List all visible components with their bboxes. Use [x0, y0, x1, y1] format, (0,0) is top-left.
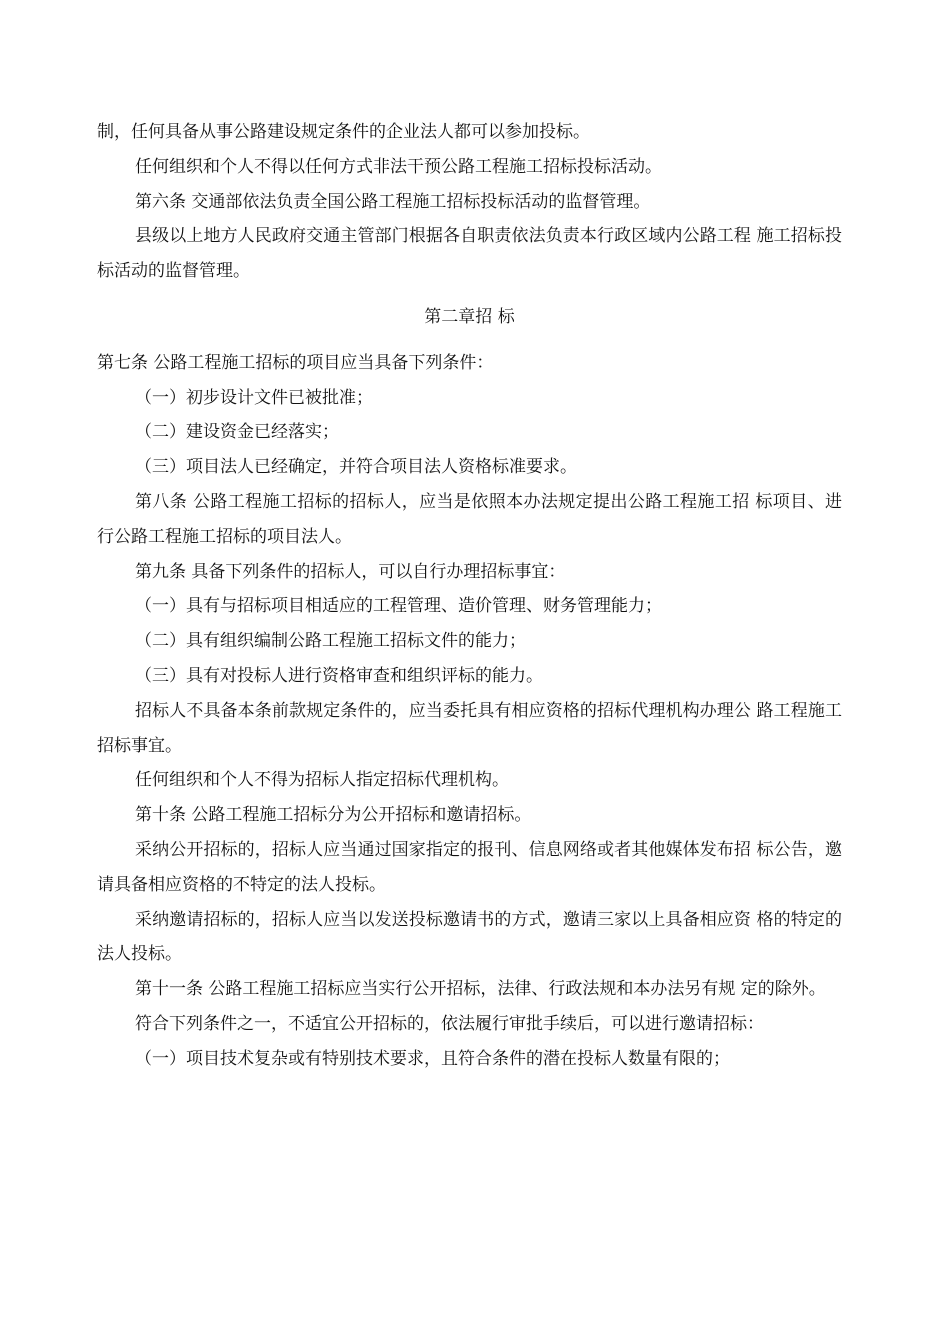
paragraph: 任何组织和个人不得以任何方式非法干预公路工程施工招标投标活动。: [135, 156, 662, 177]
paragraph: 采纳公开招标的，招标人应当通过国家指定的报刊、信息网络或者其他媒体发布招 标公告，邀请具备相应资格的不特定的法人投标。: [97, 839, 842, 895]
paragraph: 任何组织和个人不得为招标人指定招标代理机构。: [135, 770, 509, 791]
paragraph: 采纳邀请招标的，招标人应当以发送投标邀请书的方式，邀请三家以上具备相应资 格的特定的法人投标。: [97, 909, 842, 965]
chapter-heading: 第二章招 标: [424, 306, 515, 327]
article-11: 第十一条 公路工程施工招标应当实行公开招标，法律、行政法规和本办法另有规 定的除外。: [135, 979, 826, 1000]
list-item: （二）具有组织编制公路工程施工招标文件的能力；: [135, 631, 526, 652]
article-6: 第六条 交通部依法负责全国公路工程施工招标投标活动的监督管理。: [135, 191, 651, 212]
paragraph: 招标人不具备本条前款规定条件的，应当委托具有相应资格的招标代理机构办理公 路工程施工招标事宜。: [97, 700, 842, 756]
paragraph: 制，任何具备从事公路建设规定条件的企业法人都可以参加投标。: [97, 122, 590, 142]
list-item: （二）建设资金已经落实；: [135, 422, 339, 443]
list-item: （一）初步设计文件已被批准；: [135, 387, 373, 408]
paragraph: 符合下列条件之一，不适宜公开招标的，依法履行审批手续后，可以进行邀请招标：: [135, 1013, 764, 1034]
article-9: 第九条 具备下列条件的招标人，可以自行办理招标事宜：: [135, 561, 566, 582]
list-item: （三）项目法人已经确定，并符合项目法人资格标准要求。: [135, 457, 577, 478]
list-item: （三）具有对投标人进行资格审查和组织评标的能力。: [135, 665, 543, 686]
article-7: 第七条 公路工程施工招标的项目应当具备下列条件：: [97, 352, 494, 373]
list-item: （一）具有与招标项目相适应的工程管理、造价管理、财务管理能力；: [135, 596, 662, 617]
paragraph: 县级以上地方人民政府交通主管部门根据各自职责依法负责本行政区域内公路工程 施工招标投标活动的监督管理。: [97, 226, 842, 282]
document-body: [97, 115, 842, 1077]
article-10: 第十条 公路工程施工招标分为公开招标和邀请招标。: [135, 805, 532, 826]
list-item: （一）项目技术复杂或有特别技术要求，且符合条件的潜在投标人数量有限的；: [135, 1048, 730, 1069]
article-8: 第八条 公路工程施工招标的招标人，应当是依照本办法规定提出公路工程施工招 标项目、进行公路工程施工招标的项目法人。: [97, 491, 842, 547]
